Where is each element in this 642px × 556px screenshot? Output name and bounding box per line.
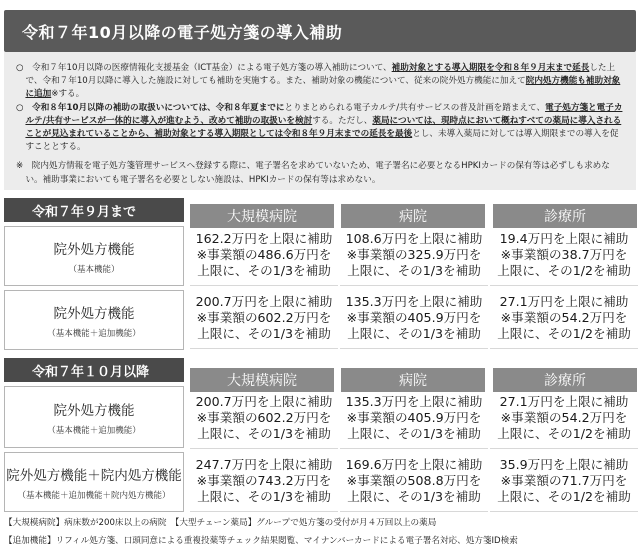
subsidy-limit: 135.3万円を上限に補助 [345,294,483,309]
intro-emphasis: 電子処方箋と電子カルテ/共有サービスが一体的に導入が進むよう、改めて補助の取扱いを検討 [25,102,623,126]
subsidy-base: ※事業額の486.6万円を [196,247,332,262]
column-header-hospital: 病院 [341,368,485,392]
subsidy-cell [190,228,338,286]
subsidy-cell [190,291,338,349]
subsidy-cell [340,291,488,349]
row-label-sub: （基本機能＋追加機能＋院内処方機能） [17,490,171,501]
subsidy-rate: 上限に、その1/2を補助 [497,263,631,278]
row-label-main: 院外処方機能 [53,241,135,258]
intro-text: とりまとめられる電子カルテ/共有サービスの普及計画を踏まえて、 [284,102,546,113]
column-header-clinic: 診療所 [493,204,637,228]
intro-text: 令和７年10月以降の医療情報化支援基金（ICT基金）による電子処方箋の導入補助について、 [32,63,392,73]
subsidy-limit: 27.1万円を上限に補助 [499,394,629,409]
subsidy-base: ※事業額の602.2万円を [196,410,332,425]
intro-text: とし、未導入薬局に対しては導入期限までの導入を促すこととする。 [25,129,619,153]
row-label [4,452,184,512]
row-label-main: 院外処方機能 [53,305,135,322]
intro-emphasis: 院内処方機能も補助対象に追加 [25,76,621,100]
subsidy-rate: 上限に、その1/3を補助 [197,426,331,441]
subsidy-cell [490,454,638,512]
subsidy-rate: 上限に、その1/3を補助 [347,489,481,504]
subsidy-limit: 247.7万円を上限に補助 [195,457,333,472]
intro-emphasis: 補助対象とする導入期限を令和８年９月末まで延長 [391,63,590,73]
subsidy-base: ※事業額の602.2万円を [196,310,332,325]
subsidy-limit: 162.2万円を上限に補助 [195,231,333,246]
row-label-sub: （基本機能＋追加機能） [47,328,141,339]
intro-text: した上で、令和７年10月以降に導入した施設に対しても補助を実施する。また、補助対象の機能について、従来の院外処方機能に加えて [25,63,616,87]
subsidy-base: ※事業額の54.2万円を [500,410,628,425]
row-label [4,226,184,286]
intro-paragraph-2 [16,102,624,155]
subsidy-cell [490,291,638,349]
subsidy-rate: 上限に、その1/3を補助 [347,326,481,341]
subsidy-base: ※事業額の38.7万円を [500,247,628,262]
subsidy-base: ※事業額の405.9万円を [346,410,482,425]
subsidy-cell [340,228,488,286]
subsidy-limit: 19.4万円を上限に補助 [499,231,629,246]
subsidy-cell [190,391,338,449]
subsidy-rate: 上限に、その1/3を補助 [347,426,481,441]
subsidy-cell [490,228,638,286]
subsidy-rate: 上限に、その1/3を補助 [347,263,481,278]
subsidy-limit: 108.6万円を上限に補助 [345,231,483,246]
subsidy-rate: 上限に、その1/2を補助 [497,426,631,441]
subsidy-rate: 上限に、その1/3を補助 [197,326,331,341]
subsidy-base: ※事業額の71.7万円を [500,473,628,488]
column-header-hospital: 病院 [341,204,485,228]
subsidy-base: ※事業額の54.2万円を [500,310,628,325]
column-header-large-hospital: 大規模病院 [190,204,334,228]
intro-paragraph-1 [16,62,624,102]
subsidy-limit: 27.1万円を上限に補助 [499,294,629,309]
subsidy-limit: 35.9万円を上限に補助 [499,457,629,472]
subsidy-limit: 200.7万円を上限に補助 [195,394,333,409]
subsidy-limit: 200.7万円を上限に補助 [195,294,333,309]
intro-emphasis: 薬局については、現時点において概ねすべての薬局に導入されることが見込まれていることから、補助対象とする導入期限としては令和８年９月末までの延長を最後 [25,115,622,140]
subsidy-rate: 上限に、その1/2を補助 [497,326,631,341]
subsidy-base: ※事業額の508.8万円を [346,473,482,488]
definition-note-1: 【大規模病院】病床数が200床以上の病院 【大型チェーン薬局】グループで処方箋の受付が月４万回以上の薬局 [4,518,437,528]
intro-text: する。ただし、 [312,115,373,126]
bullet: ○ [16,63,24,73]
subsidy-base: ※事業額の325.9万円を [346,247,482,262]
row-label [4,290,184,350]
subsidy-cell [190,454,338,512]
subsidy-limit: 169.6万円を上限に補助 [345,457,483,472]
subsidy-rate: 上限に、その1/2を補助 [497,489,631,504]
period-header: 令和７年１０月以降 [4,358,184,382]
row-label-sub: （基本機能） [68,264,120,275]
column-header-clinic: 診療所 [493,368,637,392]
column-header-large-hospital: 大規模病院 [190,368,334,392]
row-label-sub: （基本機能＋追加機能） [47,425,141,436]
intro-bold: 令和８年10月以降の補助の取扱いについては、令和８年夏までに [32,102,285,113]
intro-note: ※ 院内処方情報を電子処方箋管理サービスへ登録する際に、電子署名を求めていないため、電子署名に必要となるHPKIカードの保有等は必ずしも求めない。補助事業においても電子署名を必要としない施設は、HPKIカードの保有等は求めない。 [16,161,610,185]
period-header: 令和７年９月まで [4,198,184,222]
definition-note-2: 【追加機能】リフィル処方箋、口頭同意による重複投薬等チェック結果閲覧、マイナンバーカードによる電子署名対応、処方箋ID検索 [4,536,518,546]
subsidy-rate: 上限に、その1/3を補助 [197,263,331,278]
page-title: 令和７年10月以降の電子処方箋の導入補助 [4,10,636,52]
subsidy-base: ※事業額の405.9万円を [346,310,482,325]
subsidy-cell [340,391,488,449]
row-label-main: 院外処方機能＋院内処方機能 [6,467,182,484]
bullet: ○ [16,102,24,113]
subsidy-limit: 135.3万円を上限に補助 [345,394,483,409]
subsidy-cell [490,391,638,449]
intro-box [4,52,636,190]
subsidy-rate: 上限に、その1/3を補助 [197,489,331,504]
subsidy-base: ※事業額の743.2万円を [196,473,332,488]
row-label-main: 院外処方機能 [53,402,135,419]
intro-text: ※する。 [51,89,85,100]
row-label [4,386,184,448]
subsidy-cell [340,454,488,512]
